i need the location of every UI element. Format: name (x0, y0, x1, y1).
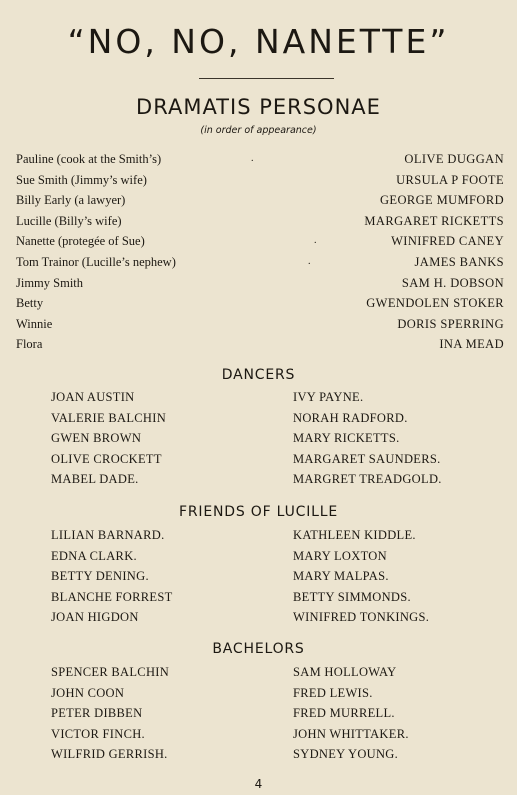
page-number: 4 (254, 777, 263, 791)
cast-list (16, 149, 504, 355)
character-role: Lucille (Billy’s wife) (16, 213, 122, 228)
performer-name: MARGARET SAUNDERS. (293, 451, 441, 466)
actor-name: MARGARET RICKETTS (364, 213, 504, 228)
character-role: Flora (16, 337, 43, 352)
performer-name: WINIFRED TONKINGS. (293, 610, 430, 624)
performer-name: FRED LEWIS. (293, 685, 373, 700)
friends-row (51, 546, 471, 567)
performer-name: GWEN BROWN (51, 431, 142, 445)
leader-dot: . (251, 153, 254, 164)
actor-name: DORIS SPERRING (397, 316, 504, 331)
character-role: Pauline (cook at the Smith’s) (16, 152, 162, 166)
friends-heading: FRIENDS OF LUCILLE (179, 504, 338, 520)
dancers-row (51, 408, 471, 429)
cast-row (16, 211, 504, 232)
performer-name: KATHLEEN KIDDLE. (293, 528, 416, 542)
character-role: Betty (16, 296, 44, 311)
bachelors-row (51, 744, 471, 765)
performer-name: JOAN HIGDON (51, 610, 139, 624)
performer-name: SYDNEY YOUNG. (293, 747, 399, 761)
character-role: Jimmy Smith (16, 275, 84, 290)
cast-row (16, 293, 504, 314)
leader-dot: . (308, 255, 311, 267)
character-role: Winnie (16, 316, 53, 331)
performer-name: BETTY DENING. (51, 569, 149, 583)
dancers-list (51, 387, 471, 490)
dancers-row (51, 469, 471, 490)
performer-name: JOAN AUSTIN (51, 390, 135, 404)
performer-name: BLANCHE FORREST (51, 589, 173, 604)
performer-name: OLIVE CROCKETT (51, 451, 162, 466)
cast-row (16, 149, 504, 170)
performer-name: SPENCER BALCHIN (51, 665, 170, 679)
performer-name: SAM HOLLOWAY (293, 665, 397, 679)
cast-row (16, 273, 504, 294)
actor-name: JAMES BANKS (414, 254, 504, 269)
cast-row (16, 190, 504, 211)
actor-name: GWENDOLEN STOKER (366, 296, 504, 311)
cast-row (16, 170, 504, 191)
actor-name: GEORGE MUMFORD (379, 193, 504, 208)
dancers-row (51, 387, 471, 408)
leader-dot: . (314, 235, 317, 247)
performer-name: JOHN WHITTAKER. (293, 726, 409, 741)
performer-name: LILIAN BARNARD. (51, 528, 165, 542)
dancers-row (51, 428, 471, 449)
performer-name: NORAH RADFORD. (293, 410, 408, 425)
dancers-row (51, 449, 471, 470)
actor-name: OLIVE DUGGAN (404, 152, 504, 166)
bachelors-row (51, 703, 471, 724)
character-role: Sue Smith (Jimmy’s wife) (16, 172, 147, 187)
performer-name: MARGRET TREADGOLD. (293, 472, 442, 486)
cast-row (16, 334, 504, 355)
dramatis-personae-heading: DRAMATIS PERSONAE (136, 95, 381, 119)
character-role: Nanette (protegée of Sue) (16, 234, 145, 249)
cast-row (16, 231, 504, 252)
performer-name: BETTY SIMMONDS. (293, 589, 411, 604)
order-note: (in order of appearance) (200, 125, 317, 136)
performer-name: WILFRID GERRISH. (51, 747, 168, 761)
friends-row (51, 587, 471, 608)
performer-name: VALERIE BALCHIN (51, 410, 167, 425)
actor-name: WINIFRED CANEY (391, 234, 504, 249)
character-role: Billy Early (a lawyer) (16, 193, 126, 208)
performer-name: JOHN COON (51, 685, 125, 700)
cast-row (16, 252, 504, 273)
show-title: “NO, NO, NANETTE” (67, 22, 450, 61)
cast-row (16, 314, 504, 335)
friends-list (51, 525, 471, 628)
bachelors-row (51, 662, 471, 683)
bachelors-row (51, 724, 471, 745)
actor-name: SAM H. DOBSON (401, 275, 504, 290)
dancers-heading: DANCERS (221, 367, 296, 383)
performer-name: MARY RICKETTS. (293, 431, 400, 445)
title-divider (199, 78, 334, 79)
actor-name: URSULA P FOOTE (396, 172, 504, 187)
character-role: Tom Trainor (Lucille’s nephew) (16, 254, 176, 269)
friends-row (51, 525, 471, 546)
friends-row (51, 566, 471, 587)
performer-name: FRED MURRELL. (293, 706, 395, 720)
bachelors-row (51, 683, 471, 704)
bachelors-list (51, 662, 471, 765)
performer-name: MARY LOXTON (293, 548, 387, 563)
performer-name: PETER DIBBEN (51, 706, 143, 720)
performer-name: MABEL DADE. (51, 472, 139, 486)
friends-row (51, 607, 471, 628)
performer-name: VICTOR FINCH. (51, 726, 145, 741)
performer-name: MARY MALPAS. (293, 569, 389, 583)
performer-name: EDNA CLARK. (51, 548, 137, 563)
actor-name: INA MEAD (439, 337, 504, 352)
performer-name: IVY PAYNE. (293, 390, 364, 404)
bachelors-heading: BACHELORS (212, 641, 305, 657)
